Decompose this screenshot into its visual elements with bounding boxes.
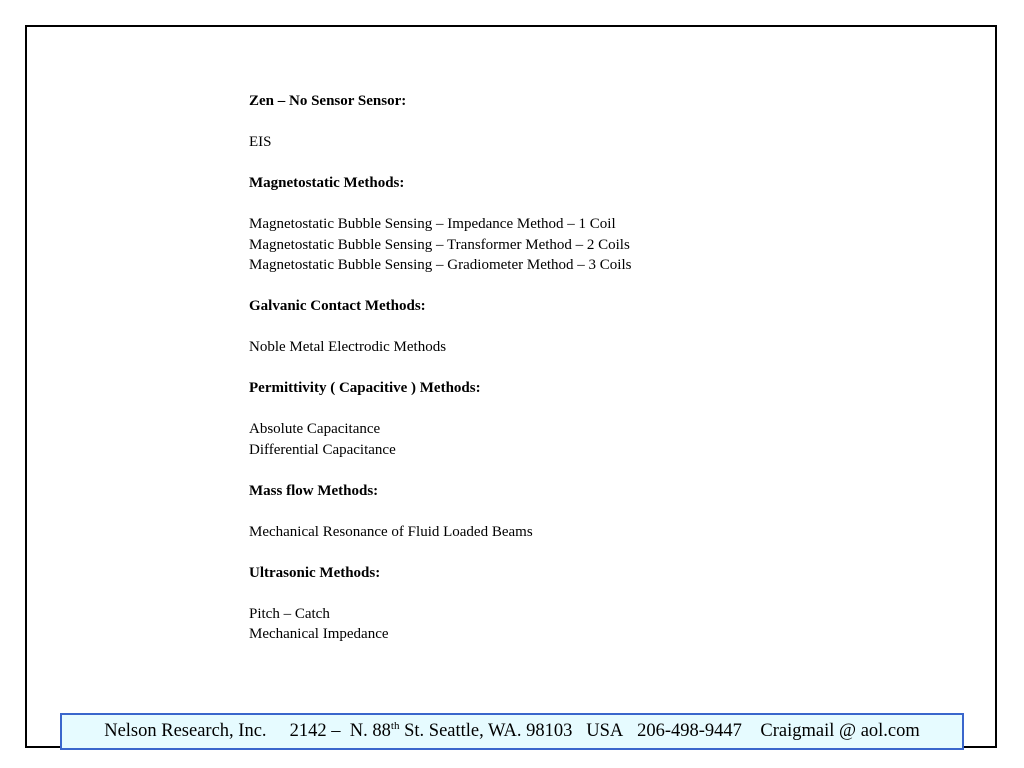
footer-phone: 206-498-9447 xyxy=(637,721,742,741)
section-heading: Magnetostatic Methods: xyxy=(249,175,405,191)
list-item: Mechanical Resonance of Fluid Loaded Beams xyxy=(249,523,533,540)
footer-address xyxy=(290,721,573,742)
list-item: Differential Capacitance xyxy=(249,441,396,458)
footer-address-street: 2142 – N. 88 xyxy=(289,721,391,741)
list-item: Mechanical Impedance xyxy=(249,626,389,642)
section-magnetostatic xyxy=(249,173,949,276)
section-ultrasonic xyxy=(249,563,949,645)
footer-contact-box xyxy=(60,713,964,750)
list-item: Pitch – Catch xyxy=(249,605,330,622)
section-galvanic xyxy=(249,296,949,358)
footer-email: Craigmail @ aol.com xyxy=(760,721,920,741)
section-heading: Zen – No Sensor Sensor: xyxy=(249,93,407,109)
section-permittivity xyxy=(249,378,949,460)
list-item: Magnetostatic Bubble Sensing – Gradiometer Method – 3 Coils xyxy=(249,257,632,273)
method-list xyxy=(249,91,949,645)
section-heading: Galvanic Contact Methods: xyxy=(249,298,426,314)
section-mass-flow xyxy=(249,481,949,543)
list-item: Absolute Capacitance xyxy=(249,421,381,437)
footer-country: USA xyxy=(586,721,624,741)
list-item: Magnetostatic Bubble Sensing – Transformer Method – 2 Coils xyxy=(249,236,630,253)
section-heading: Ultrasonic Methods: xyxy=(249,564,381,581)
section-heading: Mass flow Methods: xyxy=(249,482,379,499)
section-heading: Permittivity ( Capacitive ) Methods: xyxy=(249,380,481,396)
footer-address-city: St. Seattle, WA. 98103 xyxy=(399,721,573,741)
footer-company: Nelson Research, Inc. xyxy=(104,721,267,741)
footer-address-ordinal: th xyxy=(390,720,400,732)
list-item: Noble Metal Electrodic Methods xyxy=(249,339,447,355)
list-item: Magnetostatic Bubble Sensing – Impedance Method – 1 Coil xyxy=(249,216,616,232)
section-zen xyxy=(249,91,949,153)
list-item: EIS xyxy=(249,134,272,150)
